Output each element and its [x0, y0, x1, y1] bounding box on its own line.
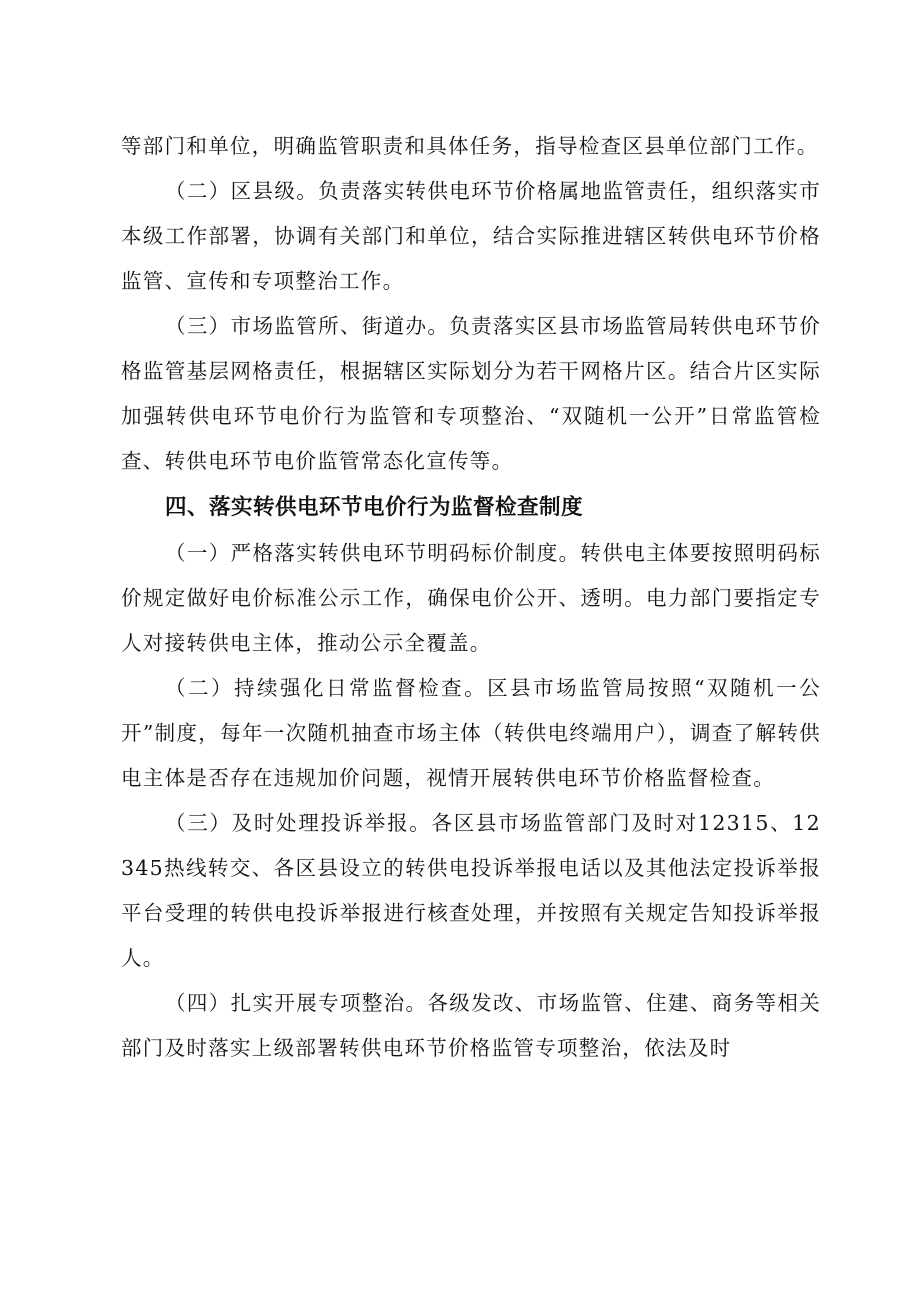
paragraph-special-rectification: （四）扎实开展专项整治。各级发改、市场监管、住建、商务等相关部门及时落实上级部署转供电环节价格监管专项整治，依法及时 [121, 991, 821, 1060]
paragraph-district-level: （二）区县级。负责落实转供电环节价格属地监管责任，组织落实市本级工作部署，协调有关部门和单位，结合实际推进辖区转供电环节价格监管、宣传和专项整治工作。 [121, 179, 821, 293]
paragraph-price-marking: （一）严格落实转供电环节明码标价制度。转供电主体要按照明码标价规定做好电价标准公示工作，确保电价公开、透明。电力部门要指定专人对接转供电主体，推动公示全覆盖。 [121, 541, 821, 655]
document-body [121, 124, 821, 1071]
paragraph-daily-inspection: （二）持续强化日常监督检查。区县市场监管局按照“双随机一公开”制度，每年一次随机抽查市场主体（转供电终端用户），调查了解转供电主体是否存在违规加价问题，视情开展转供电环节价格监督检查。 [121, 676, 821, 790]
paragraph-complaint-handling: （三）及时处理投诉举报。各区县市场监管部门及时对12315、12345热线转交、各区县设立的转供电投诉举报电话以及其他法定投诉举报平台受理的转供电投诉举报进行核查处理，并按照有关规定告知投诉举报人。 [121, 811, 821, 970]
section-heading: 四、落实转供电环节电价行为监督检查制度 [165, 495, 584, 520]
paragraph-market-supervision-office: （三）市场监管所、街道办。负责落实区县市场监管局转供电环节价格监管基层网格责任，根据辖区实际划分为若干网格片区。结合片区实际加强转供电环节电价行为监管和专项整治、“双随机一公开”日常监管检查、转供电环节电价监管常态化宣传等。 [121, 314, 821, 473]
paragraph-continuation: 等部门和单位，明确监管职责和具体任务，指导检查区县单位部门工作。 [121, 134, 819, 158]
